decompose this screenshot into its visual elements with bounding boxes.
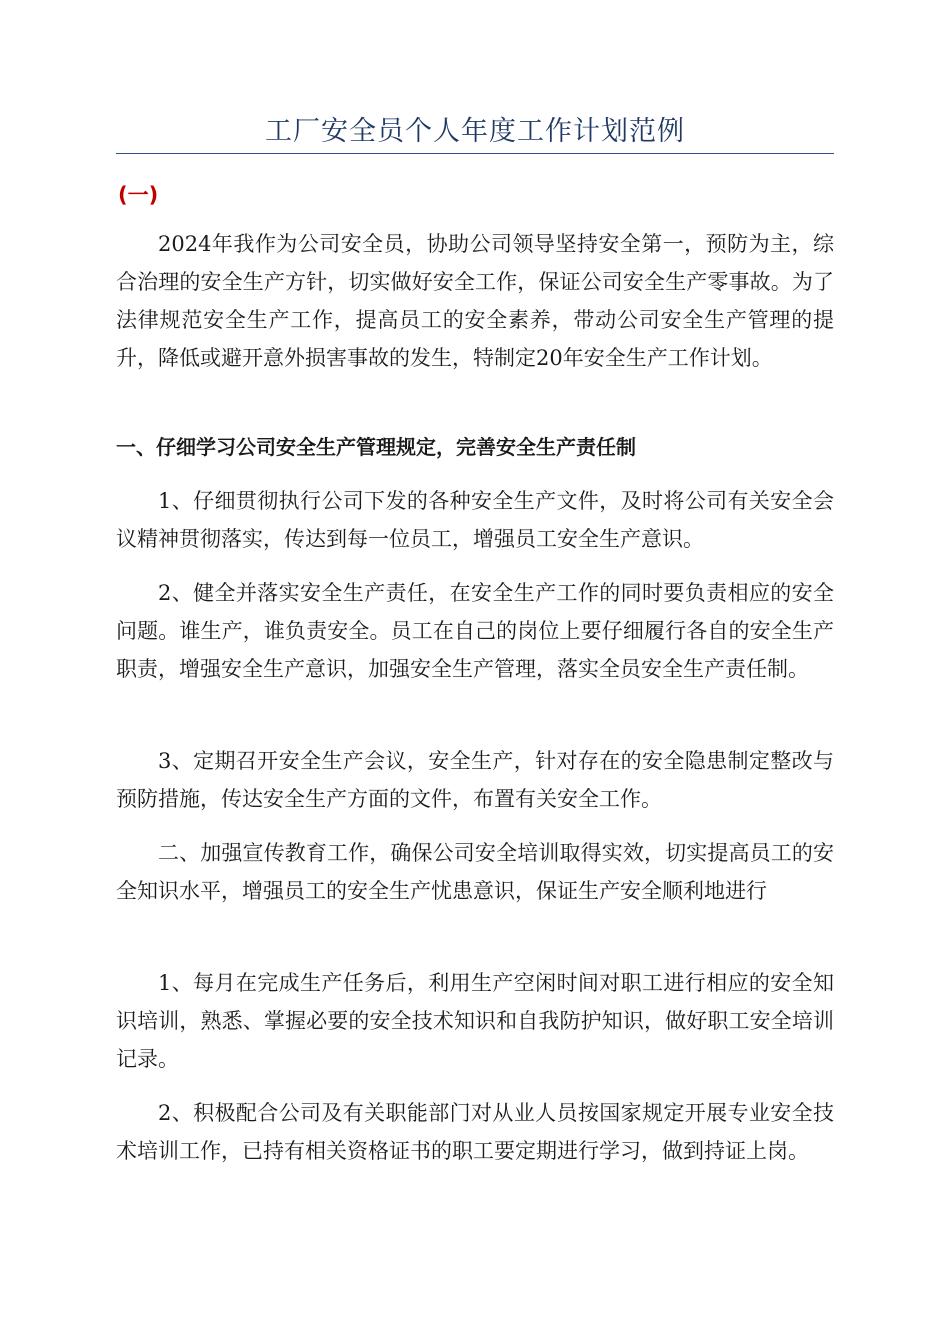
section-marker: (一) <box>118 183 159 207</box>
section-heading-1: 一、仔细学习公司安全生产管理规定，完善安全生产责任制 <box>116 435 636 459</box>
item-1-3-paragraph: 3、定期召开安全生产会议，安全生产，针对存在的安全隐患制定整改与预防措施，传达安全生产方面的文件，布置有关安全工作。 <box>116 749 834 811</box>
item-1-2-paragraph: 2、健全并落实安全生产责任，在安全生产工作的同时要负责相应的安全问题。谁生产，谁负责安全。员工在自己的岗位上要仔细履行各自的安全生产职责，增强安全生产意识，加强安全生产管理，落实全员安全生产责任制。 <box>116 581 834 681</box>
item-2-1-paragraph: 1、每月在完成生产任务后，利用生产空闲时间对职工进行相应的安全知识培训，熟悉、掌握必要的安全技术知识和自我防护知识，做好职工安全培训记录。 <box>116 971 834 1071</box>
title-underline <box>116 153 834 154</box>
intro-paragraph: 2024年我作为公司安全员，协助公司领导坚持安全第一，预防为主，综合治理的安全生产方针，切实做好安全工作，保证公司安全生产零事故。为了法律规范安全生产工作，提高员工的安全素养，带动公司安全生产管理的提升，降低或避开意外损害事故的发生，特制定20年安全生产工作计划。 <box>116 232 834 370</box>
item-2-2-paragraph: 2、积极配合公司及有关职能部门对从业人员按国家规定开展专业安全技术培训工作，已持有相关资格证书的职工要定期进行学习，做到持证上岗。 <box>116 1101 834 1163</box>
item-1-1-paragraph: 1、仔细贯彻执行公司下发的各种安全生产文件，及时将公司有关安全会议精神贯彻落实，传达到每一位员工，增强员工安全生产意识。 <box>116 489 834 551</box>
document-title: 工厂安全员个人年度工作计划范例 <box>265 116 685 147</box>
section-heading-2-paragraph: 二、加强宣传教育工作，确保公司安全培训取得实效，切实提高员工的安全知识水平，增强员工的安全生产忧患意识，保证生产安全顺利地进行 <box>116 841 834 903</box>
